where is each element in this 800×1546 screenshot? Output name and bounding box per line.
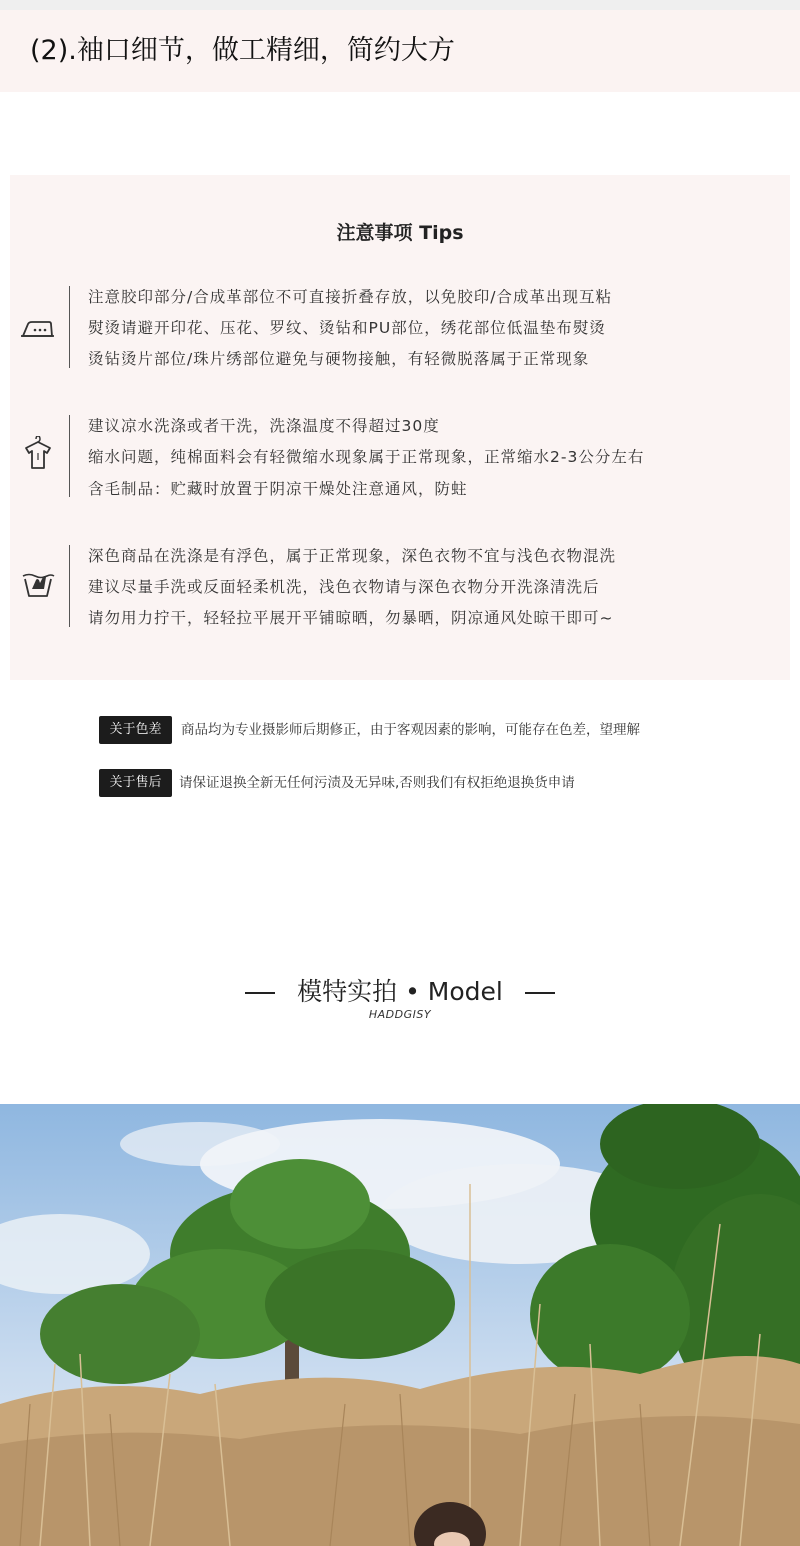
iron-icon: [19, 309, 57, 345]
tip-line: 深色商品在洗涤是有浮色，属于正常现象，深色衣物不宜与浅色衣物混洗: [88, 547, 617, 565]
hand-wash-icon: [19, 565, 57, 601]
tip-line: 含毛制品：贮藏时放置于阴凉干燥处注意通风，防蛀: [88, 480, 468, 498]
tip-line: 熨烫请避开印花、压花、罗纹、烫钻和PU部位，绣花部位低温垫布熨烫: [88, 319, 606, 337]
model-section-heading: [0, 972, 800, 1008]
heading-dash: [525, 992, 555, 994]
tip-divider: [69, 545, 70, 627]
tip-line: 注意胶印部分/合成革部位不可直接折叠存放，以免胶印/合成革出现互粘: [88, 288, 612, 306]
model-photo: [0, 1104, 800, 1546]
heading-dash: [245, 992, 275, 994]
note-text: 商品均为专业摄影师后期修正，由于客观因素的影响，可能存在色差，望理解: [181, 722, 640, 738]
tip-line: 请勿用力拧干，轻轻拉平展开平铺晾晒，勿暴晒，阴凉通风处晾干即可~: [88, 609, 614, 627]
brand-name: HADDGISY: [368, 1008, 432, 1021]
detail-caption: (2).袖口细节，做工精细，简约大方: [30, 35, 455, 66]
note-text: 请保证退换全新无任何污渍及无异味,否则我们有权拒绝退换货申请: [179, 775, 575, 791]
tip-divider: [69, 286, 70, 368]
tip-line: 建议尽量手洗或反面轻柔机洗，浅色衣物请与深色衣物分开洗涤清洗后: [88, 578, 600, 596]
tip-divider: [69, 415, 70, 497]
tip-line: 缩水问题，纯棉面料会有轻微缩水现象属于正常现象，正常缩水2-3公分左右: [88, 448, 645, 466]
hanging-shirt-icon: [19, 436, 57, 472]
tip-line: 建议凉水洗涤或者干洗，洗涤温度不得超过30度: [88, 417, 440, 435]
note-tag: 关于售后: [99, 769, 172, 797]
model-title: 模特实拍 • Model: [297, 977, 503, 1006]
top-strip: [0, 0, 800, 10]
tips-title: 注意事项 Tips: [336, 222, 464, 244]
tip-line: 烫钻烫片部位/珠片绣部位避免与硬物接触，有轻微脱落属于正常现象: [88, 350, 590, 368]
note-tag: 关于色差: [99, 716, 172, 744]
